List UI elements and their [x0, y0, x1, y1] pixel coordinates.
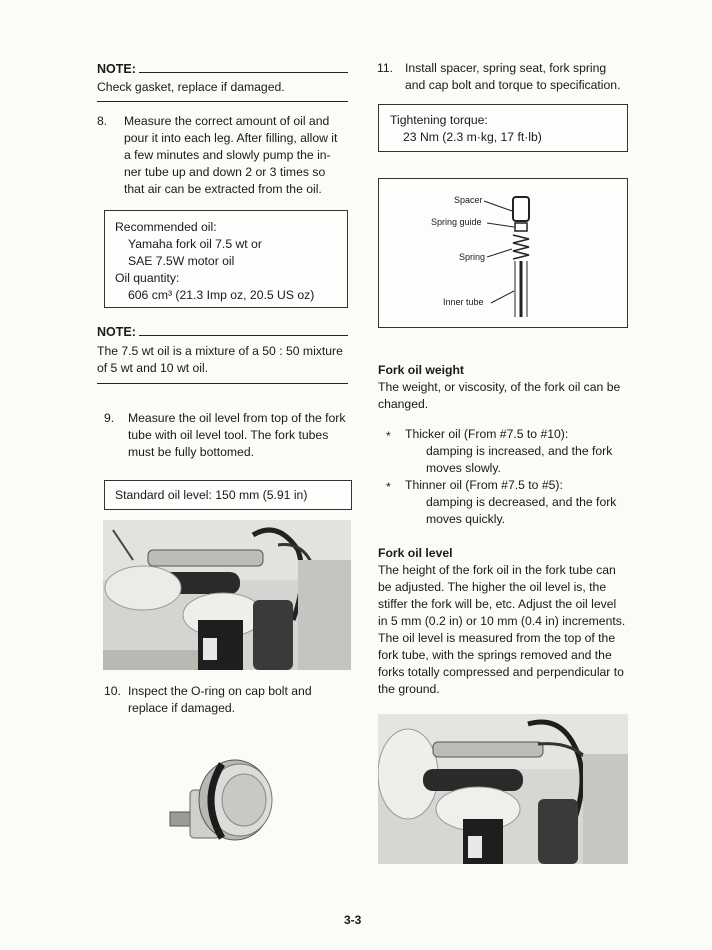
thicker-oil-detail: damping is increased, and the fork — [426, 444, 613, 458]
step-10-line: Inspect the O-ring on cap bolt and — [128, 684, 312, 698]
note-2-bottom-rule — [97, 383, 348, 384]
step-8-number: 8. — [97, 114, 108, 128]
step-9-line: Measure the oil level from top of the fork — [128, 411, 346, 425]
fork-installation-illustration — [378, 714, 628, 864]
oil-level-measuring-photo — [103, 520, 351, 670]
oil-quantity-label: Oil quantity: — [115, 271, 180, 285]
thinner-oil-detail: damping is decreased, and the fork — [426, 495, 617, 509]
spring-guide-part — [515, 223, 527, 231]
diagram-label-spacer: Spacer — [454, 195, 483, 205]
thinner-oil-title: Thinner oil (From #7.5 to #5): — [405, 478, 563, 492]
step-10-number: 10. — [104, 684, 121, 698]
fork-oil-weight-intro: The weight, or viscosity, of the fork oil can be — [378, 380, 621, 394]
inner-tube-leader — [491, 291, 514, 303]
standard-oil-level-box — [104, 480, 352, 510]
fork-oil-weight-intro: changed. — [378, 397, 429, 411]
fork-installation-photo — [378, 714, 628, 864]
fork-oil-level-line: The height of the fork oil in the fork tube can — [378, 563, 616, 577]
step-11-body — [405, 60, 632, 94]
note-1-bottom-rule — [97, 101, 348, 102]
spacer-leader — [484, 201, 512, 211]
thicker-oil-detail: moves slowly. — [426, 461, 501, 475]
note-2-text-line: of 5 wt and 10 wt oil. — [97, 361, 209, 375]
fork-oil-level-line: fork tube, with the springs removed and the — [378, 648, 612, 662]
fork-oil-level-line: stiffer the fork will be, etc. Adjust the oil level — [378, 597, 617, 611]
step-9-body — [128, 410, 352, 461]
step-11 — [377, 60, 632, 96]
step-10-line: replace if damaged. — [128, 701, 236, 715]
note-2-text-line: The 7.5 wt oil is a mixture of a 50 : 50 mixture — [97, 344, 343, 358]
note-2-underline — [139, 335, 348, 336]
step-8-line: a few minutes and slowly pump the in- — [124, 148, 331, 162]
oil-level-measuring-illustration — [103, 520, 351, 670]
step-8-line: Measure the correct amount of oil and — [124, 114, 330, 128]
thicker-oil-item — [378, 426, 632, 477]
thinner-oil-detail: moves quickly. — [426, 512, 506, 526]
step-9-line: must be fully bottomed. — [128, 445, 254, 459]
note-1-text: Check gasket, replace if damaged. — [97, 80, 285, 94]
fork-oil-level-line: The oil level is measured from the top of the — [378, 631, 616, 645]
spring-guide-leader — [487, 223, 514, 227]
step-8-line: ner tube up and down 2 or 3 times so — [124, 165, 326, 179]
fork-parts-diagram — [378, 178, 628, 328]
step-11-number: 11. — [377, 61, 394, 75]
fork-diagram-svg — [379, 179, 627, 327]
page-number: 3-3 — [344, 913, 362, 927]
step-9 — [104, 410, 352, 464]
fork-oil-weight-section — [378, 362, 632, 528]
thicker-oil-title: Thicker oil (From #7.5 to #10): — [405, 427, 569, 441]
step-10 — [104, 683, 354, 719]
fork-oil-level-line: be adjusted. The higher the oil level is, the — [378, 580, 607, 594]
note-1-underline — [139, 72, 348, 73]
recommended-oil-title: Recommended oil: — [115, 220, 217, 234]
spring-part — [513, 235, 529, 259]
recommended-oil-box — [104, 210, 348, 308]
fork-oil-level-heading: Fork oil level — [378, 546, 453, 560]
fork-oil-level-section — [378, 545, 632, 698]
recommended-oil-option-2: SAE 7.5W motor oil — [128, 254, 235, 268]
step-8-line: pour it into each leg. After filling, allow it — [124, 131, 338, 145]
standard-oil-level-text: Standard oil level: 150 mm (5.91 in) — [115, 488, 308, 502]
diagram-label-spring-guide: Spring guide — [431, 217, 482, 227]
recommended-oil-option-1: Yamaha fork oil 7.5 wt or — [128, 237, 262, 251]
step-11-line: Install spacer, spring seat, fork spring — [405, 61, 607, 75]
tightening-torque-box — [378, 104, 628, 152]
note-1 — [97, 62, 348, 96]
tightening-torque-label: Tightening torque: — [390, 113, 488, 127]
note-2 — [97, 325, 348, 377]
step-8 — [97, 113, 351, 203]
spring-leader — [487, 249, 512, 257]
bullet-asterisk: * — [386, 429, 391, 443]
note-2-heading: NOTE: — [97, 325, 136, 339]
step-8-body — [124, 113, 351, 198]
cap-bolt-oring-photo — [160, 750, 280, 850]
step-9-number: 9. — [104, 411, 115, 425]
thinner-oil-item — [378, 477, 632, 528]
bullet-asterisk: * — [386, 480, 391, 494]
note-1-heading: NOTE: — [97, 62, 136, 76]
fork-oil-level-line: forks totally compressed and perpendicular to — [378, 665, 624, 679]
step-11-line: and cap bolt and torque to specification. — [405, 78, 621, 92]
step-10-body — [128, 683, 354, 717]
diagram-label-spring: Spring — [459, 252, 486, 262]
tightening-torque-value: 23 Nm (2.3 m·kg, 17 ft·lb) — [403, 130, 542, 144]
oil-quantity-value: 606 cm³ (21.3 Imp oz, 20.5 US oz) — [128, 288, 315, 302]
cap-bolt-illustration — [160, 750, 280, 850]
diagram-label-inner-tube: Inner tube — [443, 297, 484, 307]
fork-oil-level-line: the ground. — [378, 682, 440, 696]
step-8-line: that air can be extracted from the oil. — [124, 182, 322, 196]
fork-oil-weight-heading: Fork oil weight — [378, 363, 464, 377]
fork-oil-level-line: in 5 mm (0.2 in) or 10 mm (0.4 in) increments. — [378, 614, 626, 628]
spacer-part — [513, 197, 529, 221]
step-9-line: tube with oil level tool. The fork tubes — [128, 428, 329, 442]
